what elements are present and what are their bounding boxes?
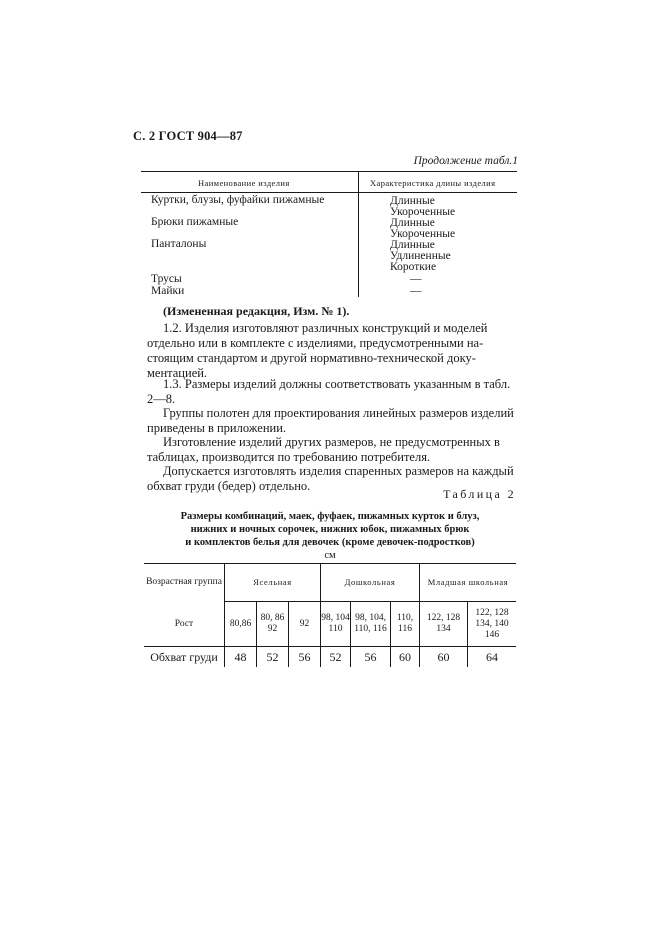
table2-row-label-chest: Обхват груди [150,649,218,664]
table2-chest-cell: 60 [437,649,450,664]
table2-height-cell: 80, 86 92 [260,613,285,634]
table1-continuation: Продолжение табл.1 [413,155,518,167]
table1-length: Длинные [390,239,435,251]
table2-age-group: Дошкольная [344,577,396,587]
table2-age-group: Младшая школьная [427,577,509,587]
paragraph-other-sizes: Изготовление изделий других размеров, не предусмотренных в [163,435,500,449]
table2-chest-cell: 56 [364,649,377,664]
table1-item: Трусы [151,273,182,285]
table1-length: Укороченные [390,206,456,218]
table2-row-label-age: Возрастная группа [146,577,222,587]
table1-length: Удлиненные [390,250,451,262]
paragraph-1-2: ментацией. [147,366,208,380]
table1-length: Укороченные [390,228,456,240]
table2-row-label-height: Рост [174,618,194,629]
paragraph-paired-sizes: обхват груди (бедер) отдельно. [147,479,311,493]
paragraph-1-3: 2—8. [147,392,176,406]
table2-title: и комплектов белья для девочек (кроме девочек-подростков) [185,537,475,548]
paragraph-groups: Группы полотен для проектирования линейных размеров изделий [163,406,514,420]
table1-item: Брюки пижамные [151,216,239,228]
table1-length: Длинные [390,195,435,207]
table2-caption: Таблица 2 [443,487,516,501]
paragraph-paired-sizes: Допускается изготовлять изделия спаренных размеров на каждый [163,464,514,478]
table1-item: Куртки, блузы, фуфайки пижамные [151,194,325,206]
table1-top-rule [141,171,517,172]
table2-height-cell: 98, 104, 110, 116 [354,613,387,634]
table2-height-cell: 80,86 [229,618,252,629]
edition-note: (Измененная редакция, Изм. № 1). [163,304,350,318]
paragraph-1-2: стоящим стандартом и другой нормативно-технической доку- [147,351,476,365]
table1-column-divider [358,171,359,297]
table2-chest-cell: 64 [486,649,498,664]
table2-chest-cell: 48 [234,649,247,664]
table1-col-header-item: Наименование изделия [198,178,290,188]
table2-height-cell: 98, 104 110 [321,613,350,634]
table1-item: Майки [151,285,185,297]
table2-chest-cell: 56 [298,649,311,664]
table2-height-cell: 92 [299,618,310,629]
paragraph-1-2: 1.2. Изделия изготовляют различных конструкций и моделей [163,321,488,335]
page-header: С. 2 ГОСТ 904—87 [133,129,243,143]
table2-height-cell: 122, 128 134, 140 146 [475,607,509,640]
table2-chest-cell: 52 [329,649,342,664]
paragraph-1-3: 1.3. Размеры изделий должны соответствовать указанным в табл. [163,377,511,391]
table1-col-header-length: Характеристика длины изделия [370,178,496,188]
table2-age-group: Ясельная [253,577,292,587]
paragraph-other-sizes: таблицах, производится по требованию потребителя. [147,450,431,464]
table1-header-rule [141,192,517,193]
table2-title: нижних и ночных сорочек, нижних юбок, пижамных брюк [190,524,470,535]
table2-unit: см [324,550,336,561]
table2-title: Размеры комбинаций, маек, фуфаек, пижамных курток и блуз, [180,511,480,522]
table2-chest-cell: 52 [266,649,279,664]
table2-height-cell: 122, 128 134 [426,613,461,634]
table2-chest-cell: 60 [399,649,411,664]
table1-length: Длинные [390,217,435,229]
paragraph-1-2: отдельно или в комплекте с изделиями, предусмотренными на- [147,336,484,350]
table1-length: — [410,273,422,285]
table1-length: Короткие [390,261,437,273]
table1-item: Панталоны [151,238,207,250]
table2-height-cell: 110, 116 [396,613,414,634]
table1-length: — [410,285,422,297]
paragraph-groups: приведены в приложении. [147,421,287,435]
